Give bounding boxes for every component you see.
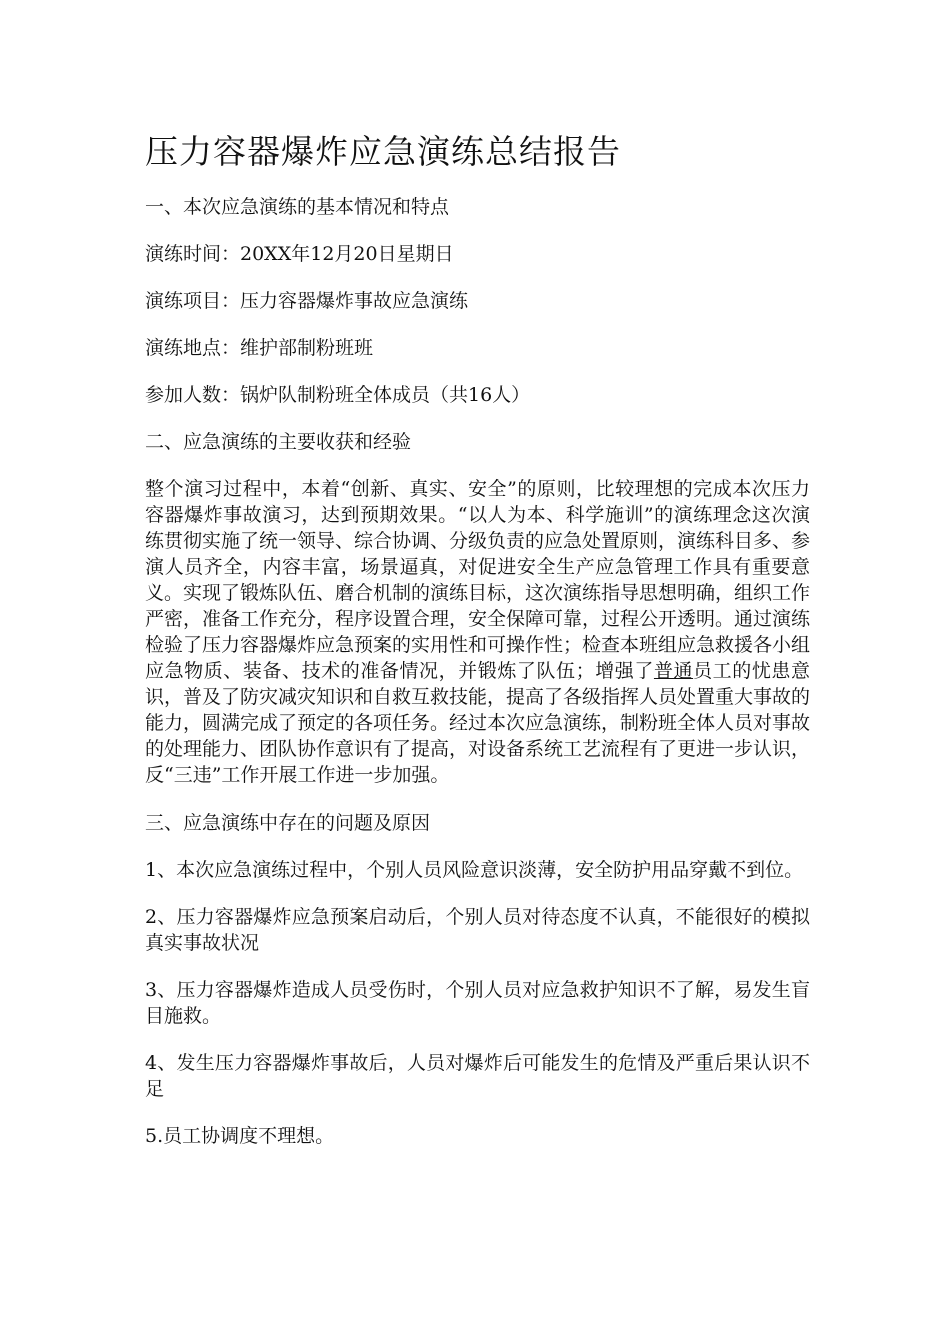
problem-item-3: 3、压力容器爆炸造成人员受伤时，个别人员对应急救护知识不了解，易发生盲目施救。 xyxy=(145,979,810,1027)
drill-participants: 参加人数：锅炉队制粉班全体成员（共16人） xyxy=(145,384,531,406)
section-3-heading: 三、应急演练中存在的问题及原因 xyxy=(145,812,431,834)
section-2-body xyxy=(145,476,810,788)
problem-item-1: 1、本次应急演练过程中，个别人员风险意识淡薄，安全防护用品穿戴不到位。 xyxy=(145,859,804,881)
problem-item-2: 2、压力容器爆炸应急预案启动后，个别人员对待态度不认真，不能很好的模拟真实事故状况 xyxy=(145,906,810,954)
problem-item-4: 4、发生压力容器爆炸事故后，人员对爆炸后可能发生的危情及严重后果认识不足 xyxy=(145,1052,810,1100)
section-2-body-part1: 整个演习过程中，本着“创新、真实、安全”的原则，比较理想的完成本次压力容器爆炸事故演习，达到预期效果。“以人为本、科学施训”的演练理念这次演练贯彻实施了统一领导、综合协调、分级负责的应急处置原则，演练科目多、参演人员齐全，内容丰富，场景逼真，对促进安全生产应急管理工作具有重要意义。实现了锻炼队伍、磨合机制的演练目标，这次演练指导思想明确，组织工作严密，准备工作充分，程序设置合理，安全保障可靠，过程公开透明。通过演练检验了压力容器爆炸应急预案的实用性和可操作性；检查本班组应急救援各小组应急物质、装备、技术的准备情况，并锻炼了队伍；增强了 xyxy=(145,478,811,682)
section-1-heading: 一、本次应急演练的基本情况和特点 xyxy=(145,196,450,218)
drill-project: 演练项目：压力容器爆炸事故应急演练 xyxy=(145,290,469,312)
section-2-body-part2: 员工的忧患意识，普及了防灾减灾知识和自救互救技能，提高了各级指挥人员处置重大事故的能力，圆满完成了预定的各项任务。经过本次应急演练，制粉班全体人员对事故的处理能力、团队协作意识有了提高，对设备系统工艺流程有了更进一步认识，反“三违”工作开展工作进一步加强。 xyxy=(145,660,811,786)
document-title: 压力容器爆炸应急演练总结报告 xyxy=(145,132,621,171)
document-page xyxy=(145,128,810,1170)
section-2-heading: 二、应急演练的主要收获和经验 xyxy=(145,431,412,453)
drill-time: 演练时间：20XX年12月20日星期日 xyxy=(145,243,454,265)
problem-item-5: 5.员工协调度不理想。 xyxy=(145,1125,335,1147)
section-2-body-underlined: 普通 xyxy=(653,660,694,682)
drill-location: 演练地点：维护部制粉班班 xyxy=(145,337,374,359)
